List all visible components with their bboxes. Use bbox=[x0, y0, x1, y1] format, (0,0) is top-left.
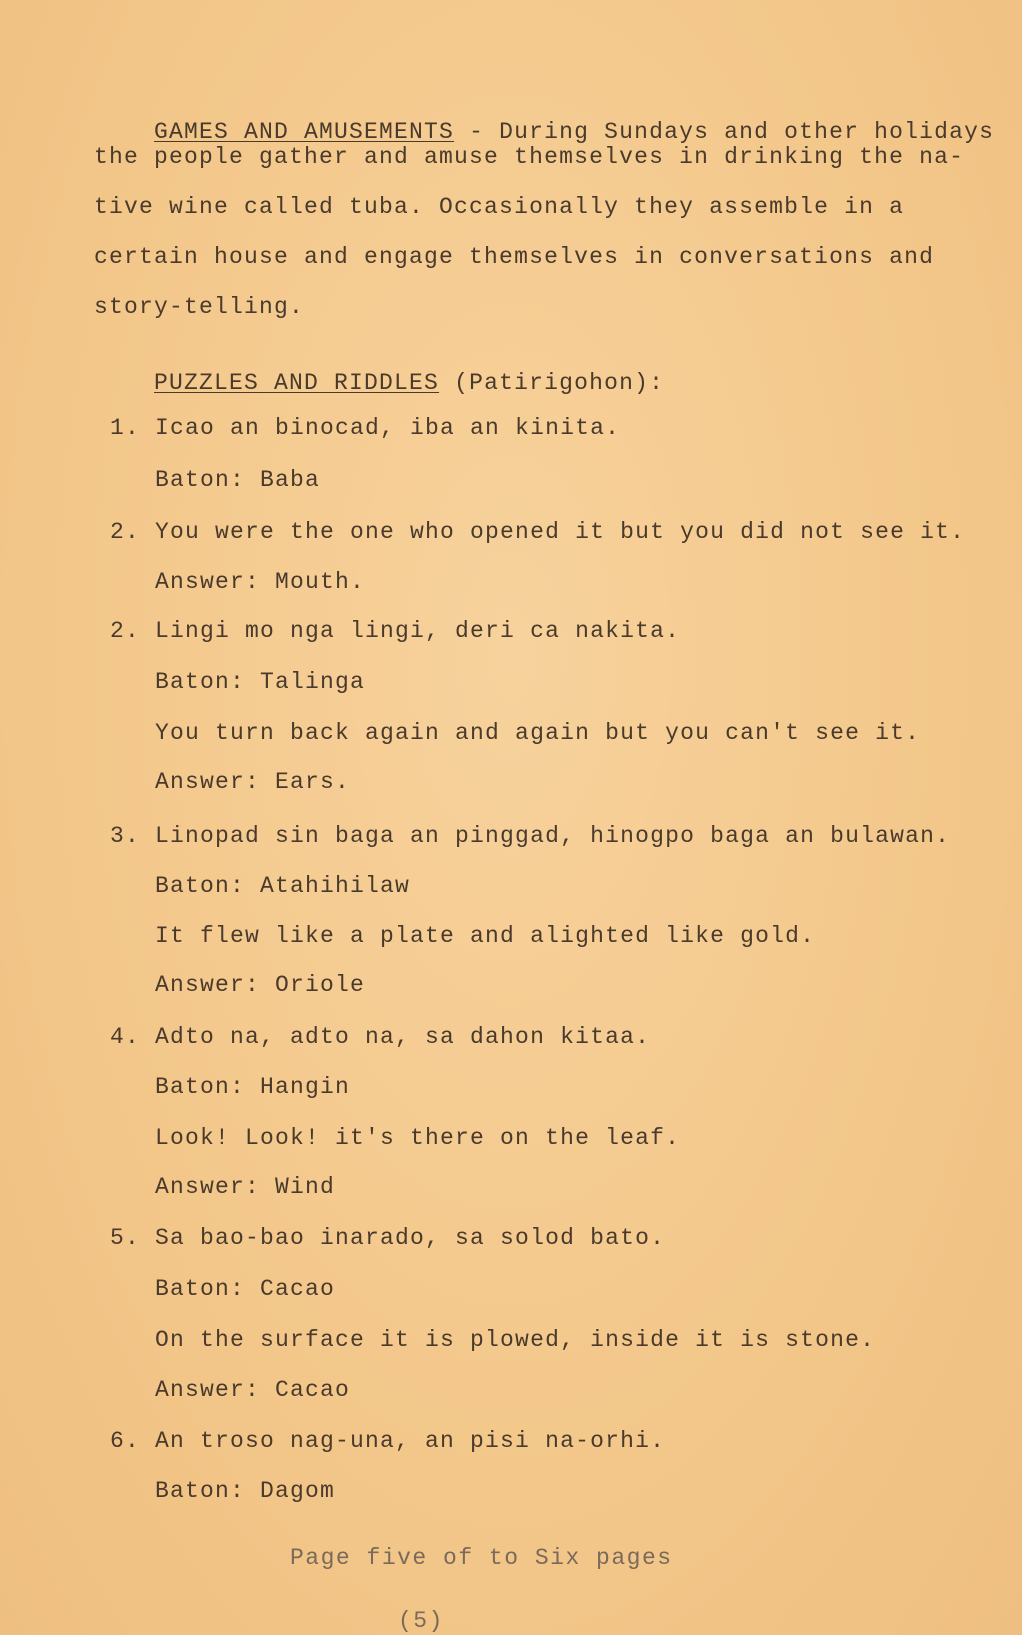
page-number: (5) bbox=[398, 1608, 444, 1634]
riddle-line: Baton: Hangin bbox=[110, 1074, 351, 1100]
riddle-line: Look! Look! it's there on the leaf. bbox=[110, 1125, 681, 1151]
riddle-line: On the surface it is plowed, inside it is stone. bbox=[110, 1327, 876, 1353]
puzzles-heading: PUZZLES AND RIDDLES bbox=[154, 370, 440, 396]
riddle-line: Answer: Cacao bbox=[110, 1377, 351, 1403]
games-heading: GAMES AND AMUSEMENTS bbox=[154, 119, 455, 145]
riddle-line: Baton: Atahihilaw bbox=[110, 873, 411, 899]
page-footer-text: Page five of to Six pages bbox=[290, 1545, 673, 1571]
riddle-line: You turn back again and again but you can't see it. bbox=[110, 720, 921, 746]
riddle-line: Baton: Talinga bbox=[110, 669, 366, 695]
games-intro: - During Sundays and other holidays bbox=[454, 119, 995, 145]
riddle-line: Baton: Baba bbox=[110, 467, 321, 493]
riddle-line: 4. Adto na, adto na, sa dahon kitaa. bbox=[110, 1024, 651, 1050]
riddle-line: 5. Sa bao-bao inarado, sa solod bato. bbox=[110, 1225, 666, 1251]
riddle-line: 2. Lingi mo nga lingi, deri ca nakita. bbox=[110, 618, 681, 644]
riddle-line: Baton: Cacao bbox=[110, 1276, 336, 1302]
riddle-line: Answer: Mouth. bbox=[110, 569, 366, 595]
puzzles-subheading: (Patirigohon): bbox=[439, 370, 665, 396]
riddle-line: 6. An troso nag-una, an pisi na-orhi. bbox=[110, 1428, 666, 1454]
games-line: certain house and engage themselves in conversations and bbox=[94, 244, 935, 270]
games-line: story-telling. bbox=[94, 294, 305, 320]
riddle-line: Answer: Oriole bbox=[110, 972, 366, 998]
riddle-line: Answer: Ears. bbox=[110, 769, 351, 795]
riddle-line: Baton: Dagom bbox=[110, 1478, 336, 1504]
riddle-line: 2. You were the one who opened it but you did not see it. bbox=[110, 519, 966, 545]
riddle-line: It flew like a plate and alighted like gold. bbox=[110, 923, 816, 949]
riddle-line: 3. Linopad sin baga an pinggad, hinogpo baga an bulawan. bbox=[110, 823, 951, 849]
riddle-line: Answer: Wind bbox=[110, 1174, 336, 1200]
riddle-line: 1. Icao an binocad, iba an kinita. bbox=[110, 415, 621, 441]
games-line: tive wine called tuba. Occasionally they assemble in a bbox=[94, 194, 905, 220]
games-line: the people gather and amuse themselves in drinking the na- bbox=[94, 144, 965, 170]
puzzles-heading-line bbox=[94, 341, 664, 425]
